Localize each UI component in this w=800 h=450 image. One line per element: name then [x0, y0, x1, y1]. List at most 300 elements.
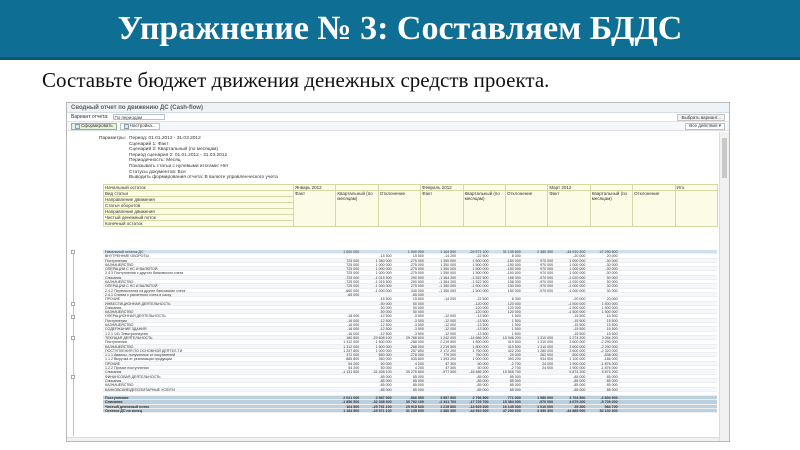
row-label: 2.4.2 Перечисления на другие банковские счета: [105, 288, 186, 293]
table-cell: 2 021 000: [343, 396, 360, 401]
table-cell: -150 000: [506, 271, 521, 276]
table-cell: -166 000: [603, 357, 618, 362]
table-cell: 150 000: [507, 288, 521, 293]
table-cell: 1 500: [511, 318, 521, 323]
table-cell: 1 500 000: [601, 310, 618, 315]
table-cell: 8 300: [511, 254, 521, 259]
table-cell: -85 000: [476, 383, 489, 388]
table-cell: 85 000: [509, 374, 521, 379]
table-cell: 30 276 600: [405, 370, 424, 375]
report-header: [103, 184, 718, 227]
table-cell: -1 350 000: [439, 288, 457, 293]
table-cell: 1 500: [511, 331, 521, 336]
table-cell: 970 000: [540, 271, 554, 276]
table-cell: -17 725 700: [469, 400, 489, 405]
table-cell: 2 380 300: [537, 250, 554, 254]
table-cell: -538 000: [603, 353, 618, 358]
table-cell: 2 172 200: [440, 348, 457, 353]
header-label: Вид статьи: [104, 191, 294, 197]
expand-toggle-icon[interactable]: [71, 302, 75, 306]
table-cell: -1 015 500: [374, 280, 392, 285]
table-cell: -15 500: [573, 323, 586, 328]
table-cell: -977 500: [442, 370, 457, 375]
row-label: СОДЕРЖАНИЕ ЗДАНИЯ: [105, 327, 147, 332]
table-cell: -50 000: [379, 305, 392, 310]
table-cell: 15 500: [412, 254, 424, 259]
table-cell: -1 000 000: [374, 288, 392, 293]
table-cell: 150 000: [507, 284, 521, 289]
table-cell: -12 000: [443, 323, 457, 328]
params-label: Параметры:: [99, 136, 126, 141]
table-cell: -16 000: [347, 327, 360, 332]
header-label: Конечный остаток: [104, 221, 294, 227]
toolbar: [67, 121, 729, 131]
param-line: Показывать статьи с нулевыми итогами: Нет: [129, 163, 229, 169]
table-cell: 15 500: [606, 327, 618, 332]
table-cell: -29 608 100: [372, 335, 392, 340]
table-cell: -13 500: [476, 318, 489, 323]
table-cell: 50 000: [412, 310, 424, 315]
play-icon: [75, 124, 80, 129]
all-actions-button[interactable]: Все действия ▾: [685, 123, 725, 130]
table-cell: -1 876 000: [600, 366, 618, 371]
table-cell: 1 500 000: [472, 267, 489, 272]
table-cell: -15 500: [573, 314, 586, 319]
column-header: Факт: [548, 191, 590, 227]
grouping-tree: [69, 250, 101, 440]
scroll-thumb[interactable]: [722, 138, 727, 178]
table-cell: 1 310 000: [537, 340, 554, 345]
table-cell: 1 000 000: [472, 357, 489, 362]
table-cell: -566 500: [409, 396, 424, 401]
table-cell: 422 200: [507, 348, 521, 353]
param-line: Сценарий 2: Квартальный (по месяцам): [129, 147, 219, 153]
table-cell: 275 000: [410, 284, 424, 289]
table-cell: 47 300: [445, 361, 457, 366]
table-cell: -2 320 000: [600, 348, 618, 353]
table-cell: 8 300: [511, 297, 521, 302]
table-cell: -5 709 200: [600, 400, 618, 405]
table-cell: 180 500: [346, 335, 360, 340]
table-cell: -85 000: [379, 374, 392, 379]
table-cell: 779 000: [443, 353, 457, 358]
table-cell: 1 280 000: [537, 348, 554, 353]
table-cell: 1 500: [511, 314, 521, 319]
table-cell: -1 000 000: [568, 288, 586, 293]
table-cell: 31 135 600: [502, 250, 521, 254]
table-cell: -3 500: [413, 314, 424, 319]
table-cell: -275 000: [409, 258, 424, 263]
table-cell: -30 000: [605, 258, 618, 263]
table-cell: 3 557 500: [440, 396, 457, 401]
row-label: КАЗНАЧЕЙСТВО: [105, 310, 134, 315]
table-cell: 2 380 300: [440, 408, 457, 413]
slide-subtitle: Составьте бюджет движения денежных средств проекта.: [42, 68, 550, 92]
table-cell: 1 500 000: [601, 305, 618, 310]
table-cell: 1 750 000: [472, 348, 489, 353]
table-cell: -85 000: [379, 387, 392, 392]
table-cell: -1 522 500: [471, 275, 489, 280]
table-cell: 15 500: [606, 331, 618, 336]
table-cell: -275 000: [409, 267, 424, 272]
expand-toggle-icon[interactable]: [71, 336, 75, 340]
table-cell: 1 900 000: [569, 366, 586, 371]
table-cell: 3 600 000: [569, 340, 586, 345]
table-cell: 257 800: [410, 348, 424, 353]
table-cell: 158 300: [507, 275, 521, 280]
slide-title: Упражнение № 3: Составляем БДДС: [0, 0, 800, 60]
table-cell: 20 000: [606, 254, 618, 259]
tree-line: [73, 250, 74, 436]
table-cell: -1 856 500: [342, 400, 360, 405]
table-cell: 47 290 600: [599, 250, 618, 254]
table-cell: 1 000 000: [569, 258, 586, 263]
table-cell: 934 000: [540, 357, 554, 362]
table-cell: -2 700: [510, 361, 521, 366]
table-cell: -3 500: [413, 331, 424, 336]
table-cell: 15 384 000: [502, 400, 521, 405]
table-cell: -970 000: [538, 284, 554, 289]
table-cell: -1 364 200: [439, 275, 457, 280]
row-label: КАЗНАЧЕЙСТВО: [105, 383, 134, 388]
table-cell: 15 500: [606, 323, 618, 328]
table-cell: -2 341 700: [439, 400, 457, 405]
header-label: Направление движения: [104, 209, 294, 215]
table-cell: -1 500 000: [568, 305, 586, 310]
generate-button[interactable]: [71, 123, 117, 130]
table-cell: -1 500 000: [568, 310, 586, 315]
row-label: 2.4.1 Снятия с расчетного счета в кассу: [105, 292, 172, 297]
table-cell: 262 000: [540, 353, 554, 358]
row-label: ОПЕРАЦИИ С НС И ВАЛЮТОЙ: [105, 267, 158, 272]
table-cell: 340 000: [410, 288, 424, 293]
table-cell: 3 390 300: [537, 408, 554, 413]
table-cell: 15 500: [606, 314, 618, 319]
table-cell: 31 135 600: [405, 408, 424, 413]
param-line: Периодичность: Месяц: [129, 158, 181, 164]
table-cell: 1 000 000: [569, 267, 586, 272]
table-cell: -970 000: [538, 275, 554, 280]
table-cell: 1 164 500: [343, 408, 360, 413]
table-cell: 85 000: [606, 383, 618, 388]
column-header: Отклонение: [505, 191, 547, 227]
table-cell: 47 290 600: [502, 408, 521, 413]
table-cell: 970 000: [540, 262, 554, 267]
table-cell: -12 000: [443, 327, 457, 332]
column-header: Отклонение: [378, 191, 420, 227]
table-cell: 771 000: [507, 396, 521, 401]
table-cell: 1 393 200: [440, 357, 457, 362]
row-label: ПРОЧИЕ: [105, 297, 120, 302]
table-cell: 725 000: [346, 271, 360, 276]
table-cell: 25 300: [574, 404, 586, 409]
row-label: Поступления: [105, 258, 127, 263]
table-cell: 1 000 000: [569, 271, 586, 276]
table-cell: -725 000: [345, 280, 360, 285]
table-cell: -85 000: [573, 387, 586, 392]
table-cell: 1 350 000: [440, 258, 457, 263]
table-cell: 1 000 000: [375, 271, 392, 276]
table-cell: 2 219 500: [440, 344, 457, 349]
table-cell: -16 000: [347, 323, 360, 328]
row-label: КАЗНАЧЕЙСТВО: [105, 344, 134, 349]
column-header: [675, 191, 717, 227]
table-cell: -12 500: [379, 314, 392, 319]
table-cell: -16 486 200: [469, 370, 489, 375]
table-cell: -65 000: [411, 292, 424, 297]
table-cell: 85 000: [606, 378, 618, 383]
table-cell: 54 200: [348, 361, 360, 366]
table-cell: 15 500: [412, 297, 424, 302]
report-area: [67, 132, 719, 442]
row-label: ОПЕРАЦИОННАЯ ДЕЯТЕЛЬНОСТЬ: [105, 314, 166, 319]
table-cell: 1 000 000: [407, 250, 424, 254]
table-cell: 1 500 000: [472, 258, 489, 263]
row-label: ИНВЕСТИЦИОННАЯ ДЕЯТЕЛЬНОСТЬ: [105, 301, 171, 306]
table-cell: 2 587 500: [375, 396, 392, 401]
table-cell: 29 915 600: [405, 404, 424, 409]
row-label: Поступления: [105, 340, 127, 345]
row-label: БАНКОВСКИЕ/ДЕПОЗИТАРНЫЕ УСЛУГИ: [105, 387, 175, 392]
table-cell: 85 000: [606, 374, 618, 379]
row-label: Списания: [105, 305, 122, 310]
table-cell: -44 910 300: [566, 250, 586, 254]
table-cell: 725 000: [346, 258, 360, 263]
table-cell: 1 500 000: [472, 271, 489, 276]
table-cell: 85 000: [509, 387, 521, 392]
table-cell: 1 980 000: [537, 396, 554, 401]
table-cell: -29 751 100: [372, 404, 392, 409]
expand-toggle-icon[interactable]: [71, 315, 75, 319]
table-cell: -15 500: [573, 318, 586, 323]
expand-toggle-icon[interactable]: [71, 375, 75, 379]
table-cell: -278 000: [409, 353, 424, 358]
table-cell: 1 600 000: [375, 344, 392, 349]
param-line: Выводить формирования отчета: В валюте управленческого учета: [129, 175, 278, 181]
table-cell: 290 500: [410, 280, 424, 285]
table-cell: 1 310 000: [537, 344, 554, 349]
table-cell: -44 885 000: [566, 408, 586, 413]
table-cell: -1 500 000: [568, 301, 586, 306]
row-label: Чистый денежный поток: [105, 404, 150, 409]
table-cell: 3 600 000: [569, 344, 586, 349]
table-cell: -12 500: [379, 331, 392, 336]
table-cell: 885 800: [346, 357, 360, 362]
table-cell: 4 200: [414, 366, 424, 371]
table-cell: -1 000 000: [374, 284, 392, 289]
row-label: 1.2.1 141 Электроэнергия: [105, 331, 148, 336]
table-cell: 1 000 000: [375, 262, 392, 267]
table-cell: -14 929 200: [469, 404, 489, 409]
row-label: КАЗНАЧЕЙСТВО: [105, 280, 134, 285]
table-cell: -65 000: [347, 292, 360, 297]
table-cell: -1 522 500: [471, 280, 489, 285]
table-cell: 85 000: [509, 383, 521, 388]
row-label: Начальный остаток ДС: [105, 250, 144, 254]
table-cell: -18 000: [347, 314, 360, 319]
table-cell: 1 000 000: [569, 262, 586, 267]
table-cell: -1 015 500: [374, 275, 392, 280]
table-cell: 15 946 200: [502, 335, 521, 340]
table-cell: -85 000: [476, 387, 489, 392]
table-cell: -16 000: [347, 318, 360, 323]
row-label: ФИНАНСОВАЯ ДЕЯТЕЛЬНОСТЬ: [105, 374, 161, 379]
table-cell: -288 000: [409, 344, 424, 349]
table-cell: 419 500: [507, 340, 521, 345]
table-cell: -31 408 100: [372, 370, 392, 375]
table-cell: 85 000: [606, 387, 618, 392]
header-label: Чистый денежный поток: [104, 215, 294, 221]
table-cell: 120 000: [507, 305, 521, 310]
table-cell: 1 257 800: [343, 348, 360, 353]
choose-variant-button[interactable]: Выбрать вариант...: [677, 114, 725, 121]
period-header: Март 2012: [548, 185, 590, 191]
table-cell: -150 000: [506, 258, 521, 263]
row-label: ВНУТРЕННИЕ ОБОРОТЫ: [105, 254, 149, 259]
table-cell: 1 010 000: [537, 404, 554, 409]
table-cell: 20 000: [606, 297, 618, 302]
table-cell: -29 571 100: [469, 250, 489, 254]
table-cell: -30 000: [605, 267, 618, 272]
table-cell: 1 800 000: [472, 344, 489, 349]
table-cell: -14 200: [443, 254, 457, 259]
table-cell: 30 702 100: [405, 400, 424, 405]
table-cell: -13 500: [476, 327, 489, 332]
row-label: Списания: [105, 275, 122, 280]
table-row[interactable]: [103, 409, 717, 413]
table-cell: 50 000: [606, 275, 618, 280]
table-cell: -12 000: [443, 318, 457, 323]
table-cell: 1 900 000: [569, 361, 586, 366]
table-cell: -120 000: [474, 305, 489, 310]
table-cell: -12 000: [443, 314, 457, 319]
table-cell: 1 215 800: [440, 404, 457, 409]
table-cell: -275 000: [409, 262, 424, 267]
column-header: Квартальный (по месяцам): [590, 191, 632, 227]
table-cell: 4 200: [414, 361, 424, 366]
row-label: ПОСТУПЛЕНИЯ ПО ОСНОВНОЙ ДЕЯТЕЛ-ТИ: [105, 348, 183, 353]
table-cell: -13 500: [476, 314, 489, 319]
table-cell: -3 500: [413, 323, 424, 328]
expand-toggle-icon[interactable]: [71, 250, 75, 254]
table-cell: -1 500 000: [471, 288, 489, 293]
table-cell: 120 000: [507, 301, 521, 306]
params-lines: [129, 136, 278, 181]
table-cell: -44 910 300: [469, 408, 489, 413]
table-cell: 4 704 500: [569, 396, 586, 401]
column-header: Факт: [421, 191, 463, 227]
settings-button[interactable]: [120, 123, 160, 130]
window-title: Сводный отчет по движению ДС (Cash-flow): [67, 103, 729, 113]
row-label: Списания: [105, 400, 123, 405]
table-cell: 1 500: [511, 327, 521, 332]
table-cell: 52 130 300: [599, 408, 618, 413]
period-header: Январь 2012: [294, 185, 336, 191]
row-label: КАЗНАЧЕЙСТВО: [105, 262, 134, 267]
table-cell: 350 000: [378, 357, 392, 362]
table-cell: -20 000: [573, 254, 586, 259]
column-header: Факт: [294, 191, 336, 227]
table-cell: -32 338 600: [372, 400, 392, 405]
table-cell: 3 284 200: [601, 335, 618, 340]
settings-label: Настройка...: [129, 123, 156, 128]
table-cell: 970 000: [540, 258, 554, 263]
table-cell: 50 000: [412, 305, 424, 310]
table-cell: -15 500: [573, 327, 586, 332]
table-cell: -29 571 100: [372, 408, 392, 413]
table-cell: 85 000: [412, 374, 424, 379]
table-cell: 50 000: [477, 366, 489, 371]
row-label: 1.2.2 Прочие поступления: [105, 366, 149, 371]
table-cell: -14 200: [443, 297, 457, 302]
table-cell: -2 700: [510, 366, 521, 371]
table-cell: 50 000: [412, 301, 424, 306]
row-label: 2.4.3 Поступления с другого банковского счета: [105, 271, 184, 276]
table-cell: -3 500: [413, 318, 424, 323]
table-cell: 1 100 000: [569, 357, 586, 362]
table-cell: 5 874 200: [569, 370, 586, 375]
header-label: Начальный остаток: [104, 185, 294, 191]
table-cell: 50 000: [606, 280, 618, 285]
vertical-scrollbar[interactable]: [719, 132, 729, 442]
table-cell: -20 000: [573, 297, 586, 302]
table-cell: -50 000: [379, 301, 392, 306]
report-grid: [103, 250, 717, 413]
table-cell: 1 500 000: [472, 262, 489, 267]
table-cell: 4 679 200: [569, 400, 586, 405]
table-cell: 535 800: [410, 357, 424, 362]
table-cell: 85 000: [509, 378, 521, 383]
table-cell: -13 500: [476, 323, 489, 328]
table-cell: 1 350 000: [440, 271, 457, 276]
table-cell: 1 000 000: [343, 250, 360, 254]
table-cell: -2 804 500: [600, 396, 618, 401]
table-cell: 750 000: [475, 353, 489, 358]
table-cell: 1 600 000: [375, 340, 392, 345]
table-cell: -22 500: [476, 297, 489, 302]
table-cell: -120 000: [474, 310, 489, 315]
table-cell: -50 000: [379, 310, 392, 315]
table-cell: -12 500: [379, 318, 392, 323]
header-label: Статья оборотов: [104, 203, 294, 209]
table-cell: 2 796 500: [472, 396, 489, 401]
period-header: Февраль 2012: [421, 185, 463, 191]
variant-select[interactable]: По периодам: [113, 114, 165, 120]
table-cell: 120 000: [507, 310, 521, 315]
table-cell: 1 500 000: [601, 301, 618, 306]
settings-icon: [124, 124, 129, 129]
table-cell: 50 000: [380, 366, 392, 371]
column-header: Квартальный (по месяцам): [463, 191, 505, 227]
table-cell: -725 000: [345, 275, 360, 280]
period-header: Ито: [675, 185, 717, 191]
table-cell: -1 131 500: [342, 370, 360, 375]
row-label: ПРОЧИЕ: [105, 361, 120, 366]
table-cell: 54 200: [348, 366, 360, 371]
table-cell: -15 500: [573, 331, 586, 336]
table-cell: 1 000 000: [375, 267, 392, 272]
horizontal-scrollbar[interactable]: [67, 437, 719, 441]
header-label: Направление движения: [104, 197, 294, 203]
param-line: Статусы документов: Все: [129, 169, 186, 175]
table-cell: 16 145 000: [502, 404, 521, 409]
table-cell: -85 000: [379, 378, 392, 383]
table-cell: 984 700: [604, 404, 618, 409]
table-cell: -2 290 000: [600, 344, 618, 349]
row-values: [329, 409, 717, 413]
row-label: Поступления: [105, 318, 127, 323]
table-cell: 1 310 000: [537, 335, 554, 340]
